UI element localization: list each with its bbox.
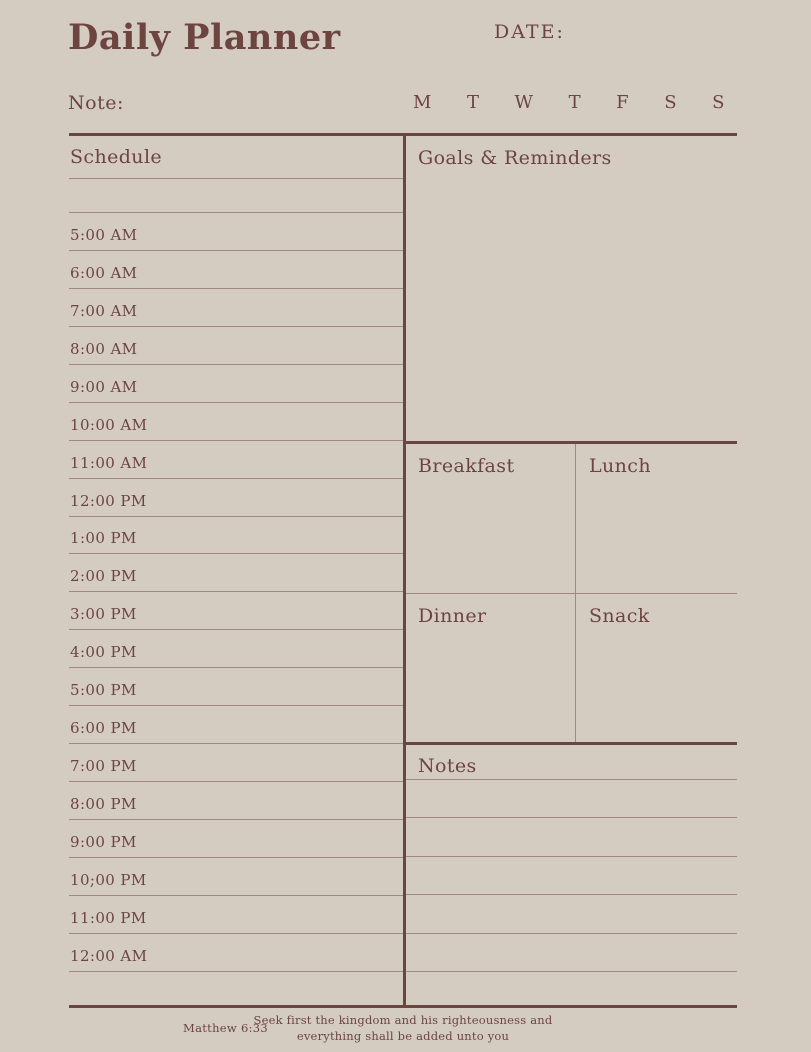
time-label: 6:00 AM: [70, 263, 138, 282]
schedule-time-row: [69, 289, 403, 327]
schedule-time-row: [69, 554, 403, 592]
schedule-time-row: [69, 782, 403, 820]
schedule-time-row: [69, 517, 403, 555]
breakfast-cell: [406, 444, 576, 593]
weekday-row: [413, 92, 725, 113]
weekday-initial: T: [466, 92, 480, 113]
schedule-time-row: [69, 858, 403, 896]
dinner-snack-row: [406, 594, 737, 745]
weekday-initial: W: [514, 92, 534, 113]
notes-line: [406, 780, 737, 818]
time-label: 2:00 PM: [70, 567, 137, 586]
notes-line: [406, 895, 737, 933]
schedule-time-row: [69, 403, 403, 441]
weekday-initial: S: [712, 92, 725, 113]
time-label: 6:00 PM: [70, 719, 137, 738]
page-title: Daily Planner: [68, 17, 341, 58]
schedule-header: Schedule: [69, 136, 403, 179]
time-label: 7:00 PM: [70, 757, 137, 776]
bottom-divider-line: [69, 1005, 737, 1008]
note-label: Note:: [68, 92, 124, 114]
schedule-section: [69, 136, 403, 972]
time-label: 9:00 PM: [70, 832, 137, 851]
notes-header: Notes: [406, 745, 737, 780]
schedule-time-row: [69, 213, 403, 251]
notes-section: [406, 745, 737, 972]
schedule-empty-row: [69, 179, 403, 213]
breakfast-header: Breakfast: [418, 455, 515, 477]
time-label: 7:00 AM: [70, 301, 138, 320]
schedule-time-row: [69, 592, 403, 630]
schedule-time-row: [69, 630, 403, 668]
schedule-time-row: [69, 668, 403, 706]
lunch-header: Lunch: [589, 455, 651, 477]
schedule-rows: [69, 213, 403, 972]
schedule-time-row: [69, 934, 403, 972]
schedule-time-row: [69, 441, 403, 479]
time-label: 12:00 PM: [70, 491, 147, 510]
schedule-time-row: [69, 706, 403, 744]
schedule-time-row: [69, 251, 403, 289]
time-label: 1:00 PM: [70, 529, 137, 548]
breakfast-lunch-row: [406, 444, 737, 594]
schedule-time-row: [69, 744, 403, 782]
schedule-time-row: [69, 896, 403, 934]
verse-quote-line-2: everything shall be added unto you: [296, 1028, 510, 1043]
time-label: 12:00 AM: [70, 946, 148, 965]
goals-header: Goals & Reminders: [418, 147, 612, 169]
time-label: 5:00 PM: [70, 681, 137, 700]
time-label: 10:00 AM: [70, 415, 148, 434]
verse-quote-line-1: Seek first the kingdom and his righteousness and: [253, 1013, 553, 1027]
time-label: 8:00 PM: [70, 795, 137, 813]
date-label: DATE:: [494, 21, 565, 43]
dinner-header: Dinner: [418, 605, 487, 627]
time-label: 4:00 PM: [70, 643, 137, 662]
schedule-time-row: [69, 327, 403, 365]
snack-header: Snack: [589, 605, 650, 627]
schedule-time-row: [69, 820, 403, 858]
snack-cell: [576, 594, 737, 742]
verse-quote: [248, 1013, 558, 1044]
notes-line: [406, 857, 737, 895]
time-label: 3:00 PM: [70, 605, 137, 624]
time-label: 8:00 AM: [70, 339, 138, 358]
notes-rows: [406, 780, 737, 972]
time-label: 5:00 AM: [70, 225, 138, 244]
lunch-cell: [576, 444, 737, 593]
time-label: 9:00 AM: [70, 377, 138, 396]
schedule-time-row: [69, 479, 403, 517]
right-column: [406, 136, 737, 972]
time-label: 11:00 PM: [70, 908, 147, 927]
weekday-initial: F: [616, 92, 630, 113]
weekday-initial: S: [664, 92, 678, 113]
weekday-initial: M: [413, 92, 432, 113]
notes-line: [406, 818, 737, 856]
time-label: 10;00 PM: [70, 870, 147, 889]
weekday-initial: T: [568, 92, 582, 113]
goals-section: [406, 136, 737, 444]
notes-line: [406, 934, 737, 972]
dinner-cell: [406, 594, 576, 742]
schedule-time-row: [69, 365, 403, 403]
verse-reference: Matthew 6:33: [183, 1021, 269, 1035]
time-label: 11:00 AM: [70, 453, 148, 472]
